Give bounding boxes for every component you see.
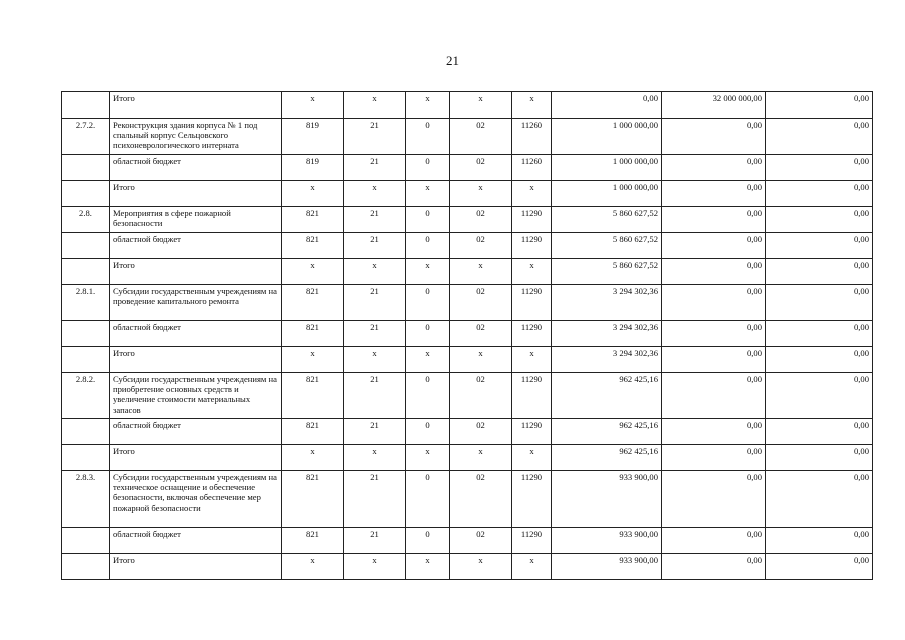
code-cell: 21 (344, 471, 406, 528)
code-cell: x (406, 181, 450, 207)
amount-cell: 0,00 (766, 471, 873, 528)
row-number (62, 321, 110, 347)
amount-cell: 0,00 (766, 92, 873, 119)
code-cell: 11290 (512, 471, 552, 528)
code-cell: x (512, 92, 552, 119)
code-cell: 819 (282, 155, 344, 181)
amount-cell: 0,00 (662, 119, 766, 155)
code-cell: 02 (450, 373, 512, 419)
table-row (62, 419, 873, 445)
code-cell: 821 (282, 233, 344, 259)
code-cell: x (450, 445, 512, 471)
amount-cell: 962 425,16 (552, 373, 662, 419)
code-cell: 821 (282, 207, 344, 233)
code-cell: x (344, 445, 406, 471)
code-cell: x (406, 259, 450, 285)
code-cell: 21 (344, 419, 406, 445)
row-name: областной бюджет (110, 155, 282, 181)
row-name: Субсидии государственным учреждениям на проведение капитального ремонта (110, 285, 282, 321)
code-cell: 11290 (512, 207, 552, 233)
code-cell: x (512, 445, 552, 471)
code-cell: x (512, 347, 552, 373)
row-number: 2.8.2. (62, 373, 110, 419)
row-number (62, 92, 110, 119)
table-row (62, 207, 873, 233)
row-name: Итого (110, 347, 282, 373)
amount-cell: 0,00 (766, 528, 873, 554)
row-name: областной бюджет (110, 419, 282, 445)
row-number (62, 259, 110, 285)
amount-cell: 0,00 (552, 92, 662, 119)
amount-cell: 0,00 (662, 181, 766, 207)
row-name: Мероприятия в сфере пожарной безопасности (110, 207, 282, 233)
row-name: Итого (110, 445, 282, 471)
code-cell: 21 (344, 373, 406, 419)
row-name: Итого (110, 554, 282, 580)
code-cell: 0 (406, 155, 450, 181)
table-row (62, 373, 873, 419)
page-number: 21 (446, 53, 459, 68)
row-number (62, 445, 110, 471)
row-name: Итого (110, 92, 282, 119)
row-number: 2.8.3. (62, 471, 110, 528)
code-cell: 11260 (512, 155, 552, 181)
row-number (62, 181, 110, 207)
code-cell: 0 (406, 207, 450, 233)
amount-cell: 0,00 (766, 347, 873, 373)
amount-cell: 0,00 (662, 445, 766, 471)
row-number (62, 233, 110, 259)
amount-cell: 0,00 (766, 233, 873, 259)
amount-cell: 962 425,16 (552, 445, 662, 471)
row-number: 2.8.1. (62, 285, 110, 321)
code-cell: 02 (450, 285, 512, 321)
amount-cell: 0,00 (662, 285, 766, 321)
code-cell: 0 (406, 321, 450, 347)
amount-cell: 3 294 302,36 (552, 321, 662, 347)
amount-cell: 1 000 000,00 (552, 155, 662, 181)
amount-cell: 0,00 (766, 445, 873, 471)
amount-cell: 5 860 627,52 (552, 233, 662, 259)
amount-cell: 0,00 (662, 155, 766, 181)
code-cell: 821 (282, 528, 344, 554)
code-cell: x (406, 445, 450, 471)
row-name: Итого (110, 259, 282, 285)
row-number (62, 155, 110, 181)
amount-cell: 0,00 (662, 528, 766, 554)
code-cell: 821 (282, 471, 344, 528)
row-name: Итого (110, 181, 282, 207)
code-cell: 02 (450, 155, 512, 181)
amount-cell: 0,00 (662, 373, 766, 419)
code-cell: x (344, 347, 406, 373)
row-number (62, 554, 110, 580)
code-cell: x (344, 181, 406, 207)
table-row (62, 321, 873, 347)
amount-cell: 0,00 (766, 181, 873, 207)
code-cell: 02 (450, 321, 512, 347)
amount-cell: 0,00 (662, 347, 766, 373)
amount-cell: 3 294 302,36 (552, 285, 662, 321)
code-cell: 0 (406, 373, 450, 419)
amount-cell: 933 900,00 (552, 554, 662, 580)
amount-cell: 0,00 (766, 119, 873, 155)
code-cell: 0 (406, 419, 450, 445)
code-cell: 21 (344, 207, 406, 233)
row-number: 2.7.2. (62, 119, 110, 155)
table-row (62, 181, 873, 207)
row-name: областной бюджет (110, 321, 282, 347)
code-cell: 21 (344, 321, 406, 347)
code-cell: 21 (344, 285, 406, 321)
amount-cell: 0,00 (662, 419, 766, 445)
budget-table (61, 91, 873, 580)
code-cell: 821 (282, 321, 344, 347)
budget-table-body (62, 92, 873, 580)
table-row (62, 92, 873, 119)
amount-cell: 5 860 627,52 (552, 207, 662, 233)
table-row (62, 155, 873, 181)
amount-cell: 3 294 302,36 (552, 347, 662, 373)
amount-cell: 1 000 000,00 (552, 181, 662, 207)
code-cell: x (282, 181, 344, 207)
code-cell: x (512, 554, 552, 580)
code-cell: 11290 (512, 528, 552, 554)
code-cell: 21 (344, 528, 406, 554)
table-row (62, 528, 873, 554)
code-cell: 02 (450, 233, 512, 259)
code-cell: 11290 (512, 419, 552, 445)
code-cell: 02 (450, 419, 512, 445)
amount-cell: 0,00 (662, 233, 766, 259)
code-cell: 21 (344, 119, 406, 155)
code-cell: x (450, 92, 512, 119)
table-row (62, 554, 873, 580)
code-cell: 02 (450, 528, 512, 554)
code-cell: x (406, 347, 450, 373)
code-cell: 11290 (512, 233, 552, 259)
table-row (62, 471, 873, 528)
table-row (62, 285, 873, 321)
table-row (62, 259, 873, 285)
amount-cell: 32 000 000,00 (662, 92, 766, 119)
row-name: Субсидии государственным учреждениям на техническое оснащение и обеспечение безопасности, включая обеспечение мер пожарной безопасности (110, 471, 282, 528)
row-number (62, 528, 110, 554)
code-cell: 02 (450, 471, 512, 528)
amount-cell: 0,00 (766, 259, 873, 285)
amount-cell: 0,00 (766, 207, 873, 233)
amount-cell: 0,00 (662, 554, 766, 580)
code-cell: 0 (406, 471, 450, 528)
code-cell: 21 (344, 233, 406, 259)
row-name: Субсидии государственным учреждениям на приобретение основных средств и увеличение стоимости материальных запасов (110, 373, 282, 419)
row-number: 2.8. (62, 207, 110, 233)
code-cell: 821 (282, 419, 344, 445)
row-name: областной бюджет (110, 233, 282, 259)
code-cell: x (450, 347, 512, 373)
table-row (62, 347, 873, 373)
amount-cell: 0,00 (766, 419, 873, 445)
row-number (62, 347, 110, 373)
amount-cell: 962 425,16 (552, 419, 662, 445)
code-cell: 11290 (512, 373, 552, 419)
amount-cell: 0,00 (766, 554, 873, 580)
amount-cell: 0,00 (766, 321, 873, 347)
amount-cell: 933 900,00 (552, 528, 662, 554)
code-cell: x (344, 92, 406, 119)
code-cell: x (450, 259, 512, 285)
code-cell: x (450, 181, 512, 207)
code-cell: 819 (282, 119, 344, 155)
code-cell: x (282, 445, 344, 471)
table-row (62, 233, 873, 259)
code-cell: 11290 (512, 321, 552, 347)
code-cell: x (344, 554, 406, 580)
amount-cell: 5 860 627,52 (552, 259, 662, 285)
table-row (62, 445, 873, 471)
code-cell: x (344, 259, 406, 285)
code-cell: 0 (406, 119, 450, 155)
code-cell: x (406, 92, 450, 119)
code-cell: 21 (344, 155, 406, 181)
amount-cell: 0,00 (766, 285, 873, 321)
table-row (62, 119, 873, 155)
code-cell: 11290 (512, 285, 552, 321)
amount-cell: 0,00 (662, 471, 766, 528)
code-cell: 821 (282, 373, 344, 419)
code-cell: x (512, 181, 552, 207)
code-cell: x (282, 347, 344, 373)
amount-cell: 1 000 000,00 (552, 119, 662, 155)
code-cell: x (512, 259, 552, 285)
amount-cell: 0,00 (662, 321, 766, 347)
row-name: областной бюджет (110, 528, 282, 554)
code-cell: x (406, 554, 450, 580)
amount-cell: 0,00 (766, 155, 873, 181)
row-name: Реконструкция здания корпуса № 1 под спальный корпус Сельцовского психоневрологического интерната (110, 119, 282, 155)
amount-cell: 0,00 (662, 207, 766, 233)
code-cell: 0 (406, 528, 450, 554)
code-cell: x (282, 92, 344, 119)
amount-cell: 933 900,00 (552, 471, 662, 528)
code-cell: x (450, 554, 512, 580)
code-cell: 11260 (512, 119, 552, 155)
code-cell: 821 (282, 285, 344, 321)
code-cell: 02 (450, 119, 512, 155)
code-cell: x (282, 554, 344, 580)
code-cell: 02 (450, 207, 512, 233)
amount-cell: 0,00 (662, 259, 766, 285)
row-number (62, 419, 110, 445)
code-cell: 0 (406, 285, 450, 321)
code-cell: x (282, 259, 344, 285)
code-cell: 0 (406, 233, 450, 259)
amount-cell: 0,00 (766, 373, 873, 419)
